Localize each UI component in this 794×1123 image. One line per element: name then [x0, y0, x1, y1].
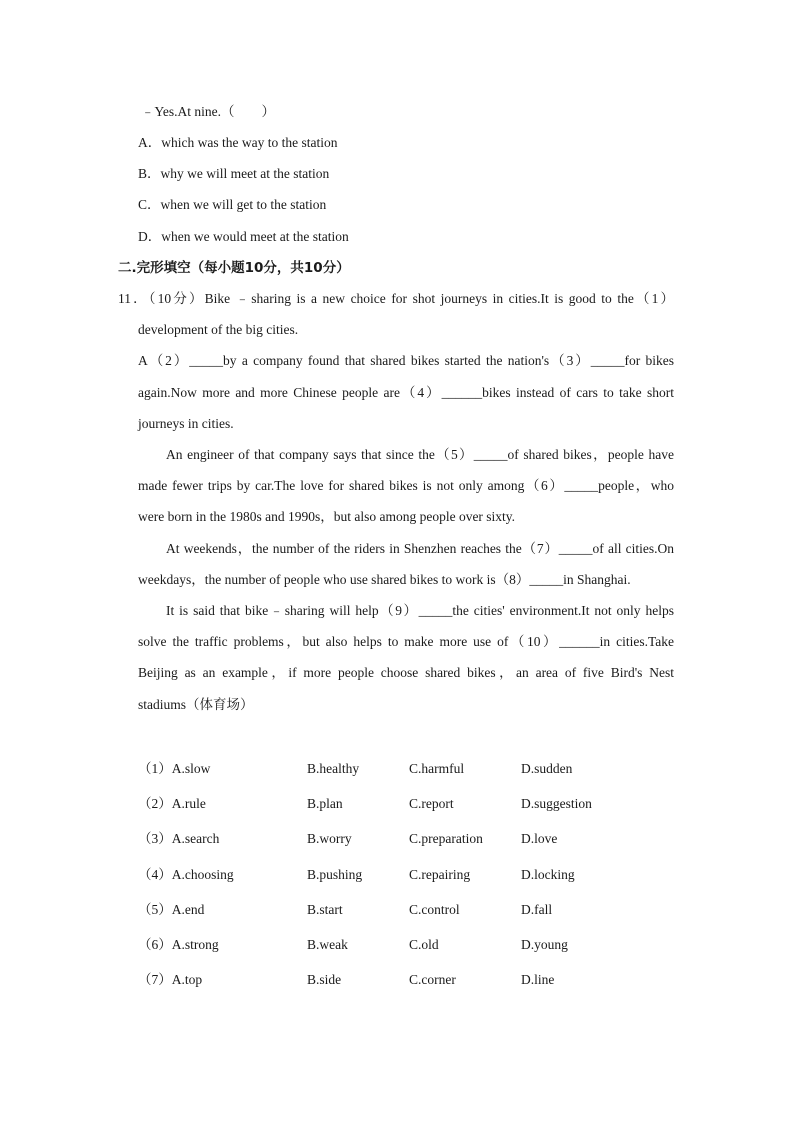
choice-7-b: B.side — [307, 972, 342, 987]
passage-line-11: It is said that bike﹣sharing will help（9）_____the cities' environment.It not only helps — [166, 603, 674, 618]
choice-7-d: D.line — [521, 972, 555, 987]
passage-line-13: Beijing as an example，if more people choose shared bikes，an area of five Bird's Nest — [138, 665, 674, 680]
choice-row-3 — [138, 830, 698, 848]
section-heading: 二.完形填空（每小题10分，共10分） — [118, 260, 350, 276]
choice-5-c: C.control — [409, 902, 460, 917]
choice-1-d: D.sudden — [521, 761, 573, 776]
passage-line-9: At weekends，the number of the riders in Shenzhen reaches the（7）_____of all cities.On — [166, 541, 674, 556]
choice-5-b: B.start — [307, 902, 343, 917]
choice-1-a: （1）A.slow — [138, 761, 211, 776]
choice-4-c: C.repairing — [409, 867, 471, 882]
choice-6-b: B.weak — [307, 937, 348, 952]
choice-row-7 — [138, 971, 698, 989]
passage-line-5: journeys in cities. — [138, 416, 234, 431]
prev-option-c: C．when we will get to the station — [138, 197, 327, 212]
choice-3-c: C.preparation — [409, 831, 483, 846]
choice-3-a: （3）A.search — [138, 831, 220, 846]
choice-row-5 — [138, 901, 698, 919]
prev-option-d: D．when we would meet at the station — [138, 229, 349, 244]
choice-4-a: （4）A.choosing — [138, 867, 234, 882]
choice-1-b: B.healthy — [307, 761, 360, 776]
choice-3-d: D.love — [521, 831, 558, 846]
passage-line-2: development of the big cities. — [138, 322, 299, 337]
choice-2-a: （2）A.rule — [138, 796, 206, 811]
choice-row-4 — [138, 866, 698, 884]
choice-7-a: （7）A.top — [138, 972, 203, 987]
passage-line-6: An engineer of that company says that since the（5）_____of shared bikes，people have — [166, 447, 674, 462]
passage-line-14: stadiums（体育场） — [138, 697, 254, 712]
choice-4-d: D.locking — [521, 867, 575, 882]
choice-6-c: C.old — [409, 937, 439, 952]
passage-line-4: again.Now more and more Chinese people are（4）______bikes instead of cars to take short — [138, 385, 674, 400]
choice-1-c: C.harmful — [409, 761, 465, 776]
choice-2-b: B.plan — [307, 796, 343, 811]
passage-line-8: were born in the 1980s and 1990s，but also among people over sixty. — [138, 509, 516, 524]
passage-line-1: 11．（10分）Bike ﹣sharing is a new choice for shot journeys in cities.It is good to the（1） — [118, 291, 674, 306]
choice-4-b: B.pushing — [307, 867, 363, 882]
choice-row-2 — [138, 795, 698, 813]
prev-question-stem: ﹣Yes.At nine.（ ） — [141, 104, 276, 119]
prev-option-a: A．which was the way to the station — [138, 135, 338, 150]
choice-row-6 — [138, 936, 698, 954]
passage-line-12: solve the traffic problems，but also helps to make more use of（10）______in cities.Take — [138, 634, 674, 649]
passage-line-3: A（2）_____by a company found that shared bikes started the nation's（3）_____for bikes — [138, 353, 674, 368]
choice-5-d: D.fall — [521, 902, 553, 917]
choice-2-d: D.suggestion — [521, 796, 592, 811]
passage-line-10: weekdays，the number of people who use shared bikes to work is（8）_____in Shanghai. — [138, 572, 631, 587]
passage-line-7: made fewer trips by car.The love for shared bikes is not only among（6）_____people，who — [138, 478, 674, 493]
prev-option-b: B．why we will meet at the station — [138, 166, 330, 181]
choice-3-b: B.worry — [307, 831, 352, 846]
choice-5-a: （5）A.end — [138, 902, 205, 917]
choice-2-c: C.report — [409, 796, 454, 811]
choice-row-1 — [138, 760, 698, 778]
choice-6-a: （6）A.strong — [138, 937, 219, 952]
choice-7-c: C.corner — [409, 972, 456, 987]
choice-6-d: D.young — [521, 937, 568, 952]
